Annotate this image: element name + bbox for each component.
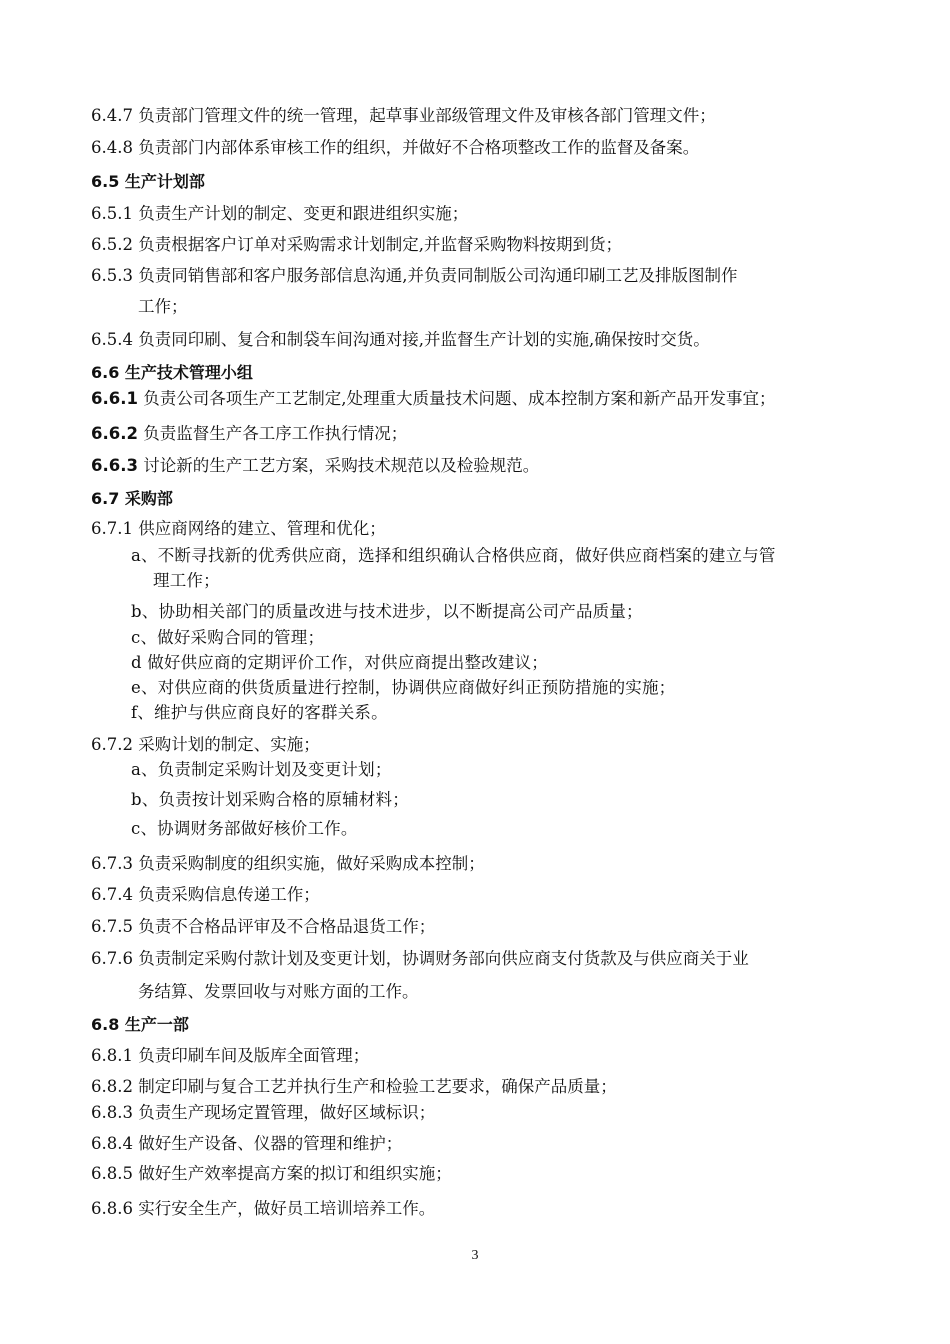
clause-6-7-1-item-a-continuation: 理工作；	[153, 571, 220, 590]
clause-6-7-2-item-b: b、负责按计划采购合格的原辅材料；	[131, 790, 409, 809]
clause-6-7-2: 6.7.2 采购计划的制定、实施；	[91, 735, 320, 754]
clause-6-7-5: 6.7.5 负责不合格品评审及不合格品退货工作；	[91, 917, 436, 936]
clause-6-5-4: 6.5.4 负责同印刷、复合和制袋车间沟通对接,并监督生产计划的实施,确保按时交货。	[91, 330, 710, 349]
clause-6-6-1	[91, 389, 775, 409]
clause-6-7-2-item-a: a、负责制定采购计划及变更计划；	[131, 760, 392, 779]
clause-6-7-1-item-c: c、做好采购合同的管理；	[131, 628, 325, 647]
section-heading-6-6: 6.6 生产技术管理小组	[91, 363, 253, 382]
clause-text: 负责监督生产各工序工作执行情况；	[143, 424, 408, 443]
clause-6-8-1: 6.8.1 负责印刷车间及版库全面管理；	[91, 1046, 370, 1065]
clause-6-8-5: 6.8.5 做好生产效率提高方案的拟订和组织实施；	[91, 1164, 452, 1183]
clause-6-8-3: 6.8.3 负责生产现场定置管理，做好区域标识；	[91, 1103, 436, 1122]
clause-6-7-1-item-b: b、协助相关部门的质量改进与技术进步，以不断提高公司产品质量；	[131, 602, 643, 621]
clause-text: 负责公司各项生产工艺制定,处理重大质量技术问题、成本控制方案和新产品开发事宜；	[143, 389, 776, 408]
clause-6-7-1-item-f: f、维护与供应商良好的客群关系。	[131, 703, 388, 722]
clause-6-8-4: 6.8.4 做好生产设备、仪器的管理和维护；	[91, 1134, 403, 1153]
clause-6-4-7: 6.4.7 负责部门管理文件的统一管理，起草事业部级管理文件及审核各部门管理文件；	[91, 106, 716, 125]
clause-6-5-3-continuation: 工作；	[138, 297, 188, 316]
clause-6-7-1-item-e: e、对供应商的供货质量进行控制，协调供应商做好纠正预防措施的实施；	[131, 678, 676, 697]
clause-text: 讨论新的生产工艺方案，采购技术规范以及检验规范。	[143, 456, 540, 475]
clause-6-7-1: 6.7.1 供应商网络的建立、管理和优化；	[91, 519, 386, 538]
clause-6-5-3: 6.5.3 负责同销售部和客户服务部信息沟通,并负责同制版公司沟通印刷工艺及排版图制作	[91, 266, 738, 285]
clause-6-8-6: 6.8.6 实行安全生产，做好员工培训培养工作。	[91, 1199, 436, 1218]
clause-6-6-3	[91, 456, 539, 476]
clause-6-5-2: 6.5.2 负责根据客户订单对采购需求计划制定,并监督采购物料按期到货；	[91, 235, 622, 254]
clause-6-4-8: 6.4.8 负责部门内部体系审核工作的组织，并做好不合格项整改工作的监督及备案。	[91, 138, 700, 157]
clause-6-6-2	[91, 424, 407, 444]
section-heading-6-5: 6.5 生产计划部	[91, 172, 205, 191]
clause-6-7-3: 6.7.3 负责采购制度的组织实施，做好采购成本控制；	[91, 854, 485, 873]
clause-6-7-1-item-d: d 做好供应商的定期评价工作，对供应商提出整改建议；	[131, 653, 549, 672]
clause-6-7-6: 6.7.6 负责制定采购付款计划及变更计划，协调财务部向供应商支付货款及与供应商关于业	[91, 949, 749, 968]
clause-6-7-6-continuation: 务结算、发票回收与对账方面的工作。	[138, 982, 419, 1001]
clause-6-7-2-item-c: c、协调财务部做好核价工作。	[131, 819, 358, 838]
clause-number: 6.6.3	[91, 456, 138, 475]
clause-6-7-4: 6.7.4 负责采购信息传递工作；	[91, 885, 320, 904]
clause-number: 6.6.2	[91, 424, 138, 443]
page-number: 3	[471, 1248, 479, 1263]
clause-6-8-2: 6.8.2 制定印刷与复合工艺并执行生产和检验工艺要求，确保产品质量；	[91, 1077, 617, 1096]
section-heading-6-8: 6.8 生产一部	[91, 1015, 189, 1034]
clause-6-5-1: 6.5.1 负责生产计划的制定、变更和跟进组织实施；	[91, 204, 469, 223]
clause-6-7-1-item-a: a、不断寻找新的优秀供应商，选择和组织确认合格供应商，做好供应商档案的建立与管	[131, 546, 776, 565]
clause-number: 6.6.1	[91, 389, 138, 408]
section-heading-6-7: 6.7 采购部	[91, 489, 173, 508]
